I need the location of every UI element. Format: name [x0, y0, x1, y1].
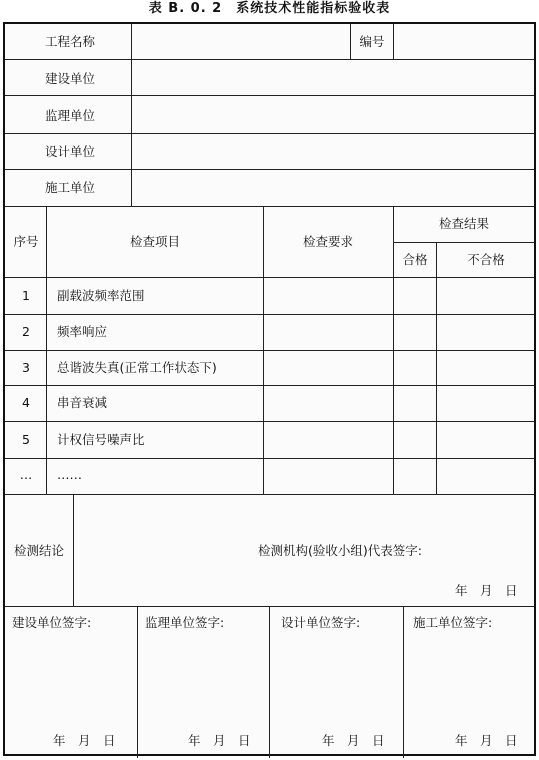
- supervision-signature-label: 监理单位签字:: [145, 615, 225, 630]
- row-divider: [5, 494, 534, 495]
- row-item: 副载波频率范围: [57, 288, 145, 303]
- row-seq: …: [19, 467, 33, 482]
- row-seq: 3: [22, 360, 30, 375]
- construction-signature-label: 建设单位签字:: [12, 615, 92, 630]
- col-divider: [73, 494, 74, 606]
- supervision-unit-label: 监理单位: [44, 108, 96, 123]
- col-divider: [46, 206, 47, 494]
- acceptance-form: [3, 22, 536, 756]
- builder-unit-label: 施工单位: [44, 180, 96, 195]
- number-label: 编号: [359, 34, 385, 49]
- row-divider: [5, 421, 534, 422]
- construction-signature-date: 年 月 日: [53, 733, 116, 748]
- row-divider: [5, 385, 534, 386]
- col-result-header: 检查结果: [438, 216, 490, 231]
- col-requirement-header: 检查要求: [302, 234, 354, 249]
- row-item: 计权信号噪声比: [57, 432, 145, 447]
- row-seq: 5: [22, 432, 30, 447]
- conclusion-date: 年 月 日: [455, 583, 518, 598]
- col-divider: [403, 606, 404, 758]
- col-pass-header: 合格: [402, 252, 428, 267]
- row-seq: 4: [22, 395, 30, 410]
- col-divider: [436, 242, 437, 494]
- result-divider: [393, 242, 534, 243]
- col-divider: [269, 606, 270, 758]
- col-item-header: 检查项目: [129, 234, 181, 249]
- row-divider: [5, 277, 534, 278]
- supervision-signature-date: 年 月 日: [188, 733, 251, 748]
- conclusion-label: 检测结论: [13, 543, 65, 558]
- row-divider: [5, 350, 534, 351]
- row-divider: [5, 314, 534, 315]
- builder-signature-date: 年 月 日: [455, 733, 518, 748]
- row-item: 总谐波失真(正常工作状态下): [57, 360, 217, 375]
- row-divider: [5, 95, 534, 96]
- row-item: ……: [57, 467, 82, 482]
- row-divider: [5, 206, 534, 207]
- col-divider: [137, 606, 138, 758]
- col-seq-header: 序号: [13, 234, 39, 249]
- design-unit-label: 设计单位: [44, 144, 96, 159]
- design-signature-date: 年 月 日: [322, 733, 385, 748]
- row-seq: 2: [22, 324, 30, 339]
- table-title: 表 B. 0. 2 系统技术性能指标验收表: [148, 1, 391, 16]
- row-divider: [5, 133, 534, 134]
- col-divider: [263, 206, 264, 494]
- project-name-label: 工程名称: [44, 34, 96, 49]
- col-divider: [393, 24, 394, 59]
- row-divider: [5, 169, 534, 170]
- design-signature-label: 设计单位签字:: [281, 615, 361, 630]
- row-divider: [5, 59, 534, 60]
- col-divider: [393, 206, 394, 494]
- row-divider: [5, 458, 534, 459]
- row-item: 串音衰减: [57, 395, 108, 410]
- col-fail-header: 不合格: [467, 252, 505, 267]
- col-divider: [350, 24, 351, 59]
- row-item: 频率响应: [57, 324, 108, 339]
- conclusion-signer: 检测机构(验收小组)代表签字:: [258, 543, 422, 558]
- builder-signature-label: 施工单位签字:: [413, 615, 493, 630]
- row-seq: 1: [22, 288, 30, 303]
- construction-unit-label: 建设单位: [44, 71, 96, 86]
- col-divider: [131, 24, 132, 206]
